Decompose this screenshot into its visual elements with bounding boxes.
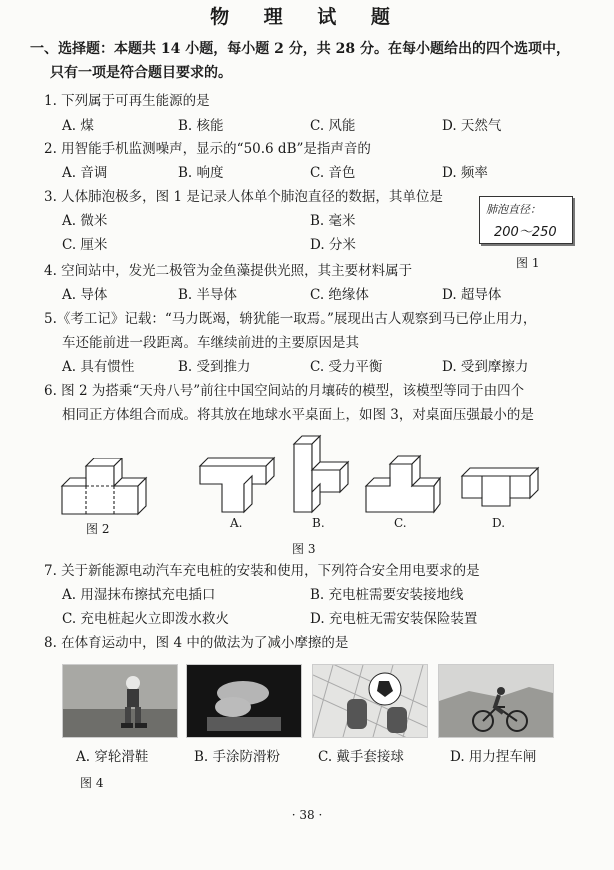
q8-option-c[interactable]: C. 戴手套接球 [318, 749, 404, 765]
figure-3-option-b-shape [290, 432, 360, 516]
photo-cyclist [438, 664, 554, 738]
question-7-stem: 7. 关于新能源电动汽车充电桩的安装和使用，下列符合安全用电要求的是 [44, 563, 480, 579]
figure-3-label-d: D. [492, 516, 506, 530]
page-number: · 38 · [291, 808, 323, 822]
q3-option-c[interactable]: C. 厘米 [62, 237, 108, 253]
q5-option-b[interactable]: B. 受到推力 [178, 359, 251, 375]
question-4-stem: 4. 空间站中，发光二极管为金鱼藻提供光照，其主要材料属于 [44, 263, 413, 279]
figure-1-caption: 图 1 [516, 256, 540, 270]
q1-option-a[interactable]: A. 煤 [62, 118, 94, 134]
figure-3-option-c-shape [362, 452, 442, 518]
figure-3-caption: 图 3 [292, 542, 316, 556]
q7-option-a[interactable]: A. 用湿抹布擦拭充电插口 [62, 587, 216, 603]
q3-option-d[interactable]: D. 分米 [310, 237, 356, 253]
question-2-stem: 2. 用智能手机监测噪声，显示的“50.6 dB”是指声音的 [44, 141, 371, 157]
q7-option-d[interactable]: D. 充电桩无需安装保险装置 [310, 611, 478, 627]
figure-3-label-a: A. [230, 516, 243, 530]
page-title: 物 理 试 题 [210, 6, 404, 28]
figure-2-model [56, 458, 166, 522]
figure-3-option-d-shape [458, 462, 540, 512]
question-5-stem-cont: 车还能前进一段距离。车继续前进的主要原因是其 [62, 335, 359, 351]
q4-option-d[interactable]: D. 超导体 [442, 287, 502, 303]
q5-option-d[interactable]: D. 受到摩擦力 [442, 359, 529, 375]
q8-option-a[interactable]: A. 穿轮滑鞋 [76, 749, 149, 765]
q2-option-a[interactable]: A. 音调 [62, 165, 108, 181]
section-heading: 一、选择题：本题共 14 小题，每小题 2 分，共 28 分。在每小题给出的四个选项中， [30, 41, 570, 57]
photo-roller-skating [62, 664, 178, 738]
q8-option-b[interactable]: B. 手涂防滑粉 [194, 749, 281, 765]
figure-2-caption: 图 2 [86, 522, 110, 536]
q7-option-c[interactable]: C. 充电桩起火立即泼水救火 [62, 611, 229, 627]
figure-1-value: 200～250 [494, 225, 557, 240]
figure-1-note [479, 196, 573, 244]
q5-option-a[interactable]: A. 具有惯性 [62, 359, 135, 375]
q2-option-d[interactable]: D. 频率 [442, 165, 488, 181]
figure-3-label-c: C. [394, 516, 407, 530]
q7-option-b[interactable]: B. 充电桩需要安装接地线 [310, 587, 464, 603]
q8-option-d[interactable]: D. 用力捏车闸 [450, 749, 537, 765]
figure-3-label-b: B. [312, 516, 325, 530]
q2-option-c[interactable]: C. 音色 [310, 165, 356, 181]
figure-3-option-a-shape [196, 452, 278, 518]
question-6-stem: 6. 图 2 为搭乘“天舟八号”前往中国空间站的月壤砖的模型，该模型等同于由四个 [44, 383, 525, 399]
q1-option-d[interactable]: D. 天然气 [442, 118, 502, 134]
q4-option-c[interactable]: C. 绝缘体 [310, 287, 369, 303]
q1-option-b[interactable]: B. 核能 [178, 118, 224, 134]
question-8-stem: 8. 在体育运动中，图 4 中的做法为了减小摩擦的是 [44, 635, 349, 651]
q2-option-b[interactable]: B. 响度 [178, 165, 224, 181]
q4-option-a[interactable]: A. 导体 [62, 287, 108, 303]
photo-chalk-hands [186, 664, 302, 738]
section-heading-cont: 只有一项是符合题目要求的。 [50, 65, 232, 81]
figure-1-label: 肺泡直径： [486, 203, 541, 216]
question-6-stem-cont: 相同正方体组合而成。将其放在地球水平桌面上，如图 3，对桌面压强最小的是 [62, 407, 534, 423]
q1-option-c[interactable]: C. 风能 [310, 118, 356, 134]
q5-option-c[interactable]: C. 受力平衡 [310, 359, 383, 375]
figure-4-caption: 图 4 [80, 776, 104, 790]
question-3-stem: 3. 人体肺泡极多，图 1 是记录人体单个肺泡直径的数据，其单位是 [44, 189, 443, 205]
photo-goalkeeper-gloves [312, 664, 428, 738]
q3-option-b[interactable]: B. 毫米 [310, 213, 356, 229]
q3-option-a[interactable]: A. 微米 [62, 213, 108, 229]
question-5-stem: 5.《考工记》记载：“马力既竭，辀犹能一取焉。”展现出古人观察到马已停止用力， [44, 311, 537, 327]
question-1-stem: 1. 下列属于可再生能源的是 [44, 93, 210, 109]
q4-option-b[interactable]: B. 半导体 [178, 287, 238, 303]
